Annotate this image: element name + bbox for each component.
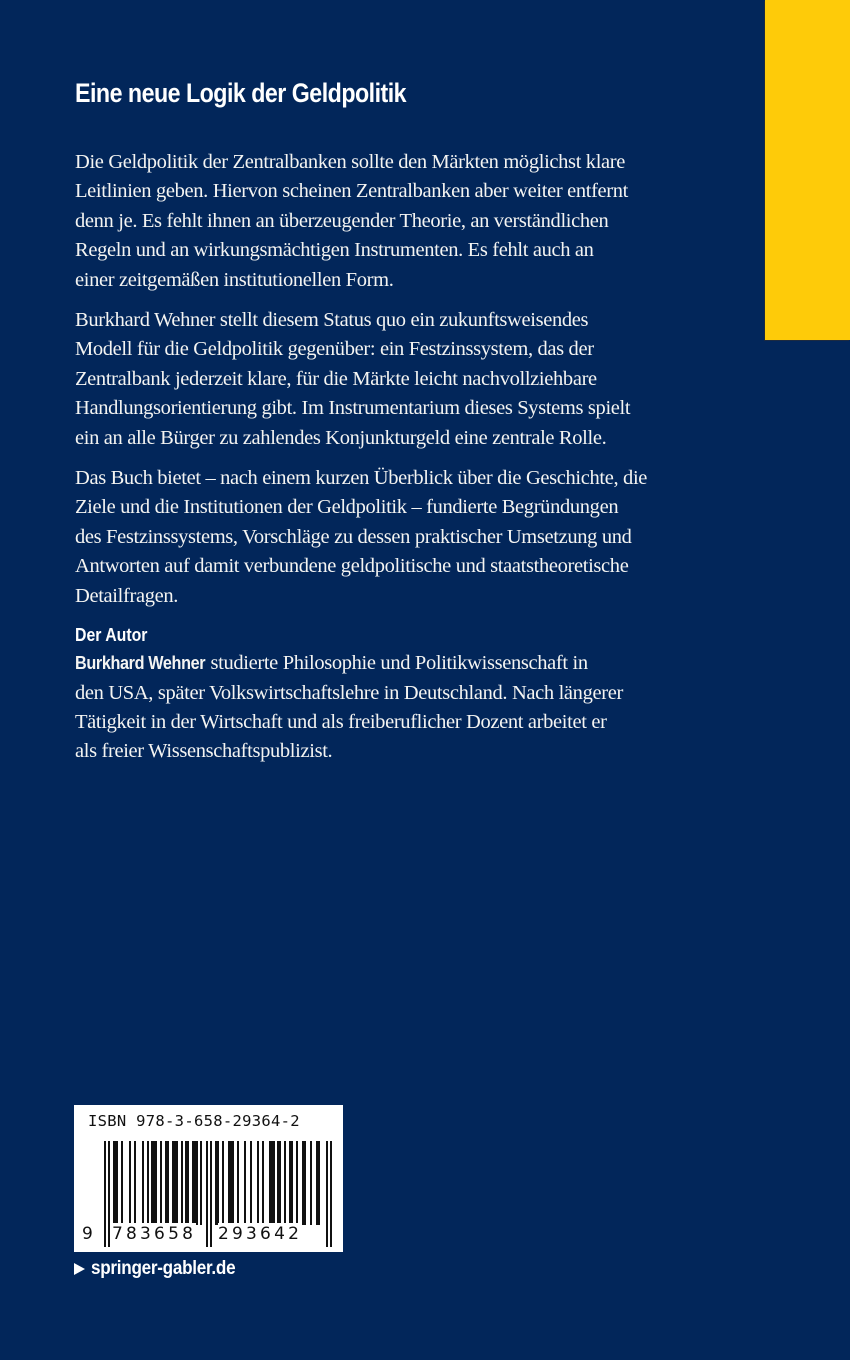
text-line: als freier Wissenschaftspublizist. — [75, 740, 333, 763]
text-line: Zentralbank jederzeit klare, für die Märkte leicht nachvollziehbare — [75, 367, 597, 390]
author-bio — [75, 649, 715, 767]
book-title: Eine neue Logik der Geldpolitik — [75, 78, 407, 108]
author-heading: Der Autor — [75, 625, 148, 646]
text-line: des Festzinssystems, Vorschläge zu dessen praktischer Umsetzung und — [75, 525, 632, 548]
text-line: Regeln und an wirkungsmächtigen Instrumenten. Es fehlt auch an — [75, 239, 594, 262]
text-line: Burkhard Wehner stellt diesem Status quo ein zukunftsweisendes — [75, 309, 589, 332]
isbn-barcode — [74, 1105, 343, 1252]
text-line: Antworten auf damit verbundene geldpolitische und staatstheoretische — [75, 555, 629, 578]
text-line: den USA, später Volkswirtschaftslehre in Deutschland. Nach längerer — [75, 681, 623, 704]
text-line: Ziele und die Institutionen der Geldpolitik – fundierte Begründungen — [75, 496, 619, 519]
website-url: springer-gabler.de — [91, 1258, 236, 1279]
yellow-accent-tab — [765, 0, 850, 340]
paragraph-model — [75, 306, 715, 453]
text-line: Leitlinien geben. Hiervon scheinen Zentralbanken aber weiter entfernt — [75, 180, 629, 203]
publisher-website-link[interactable] — [74, 1258, 251, 1280]
author-bio-text: studierte Philosophie und Politikwissenschaft in — [205, 652, 588, 675]
back-cover-text — [75, 76, 715, 778]
paragraph-book — [75, 464, 715, 611]
text-line: Handlungsorientierung gibt. Im Instrumentarium dieses Systems spielt — [75, 397, 631, 420]
text-line: Tätigkeit in der Wirtschaft und als freiberuflicher Dozent arbeitet er — [75, 710, 607, 733]
text-line: Die Geldpolitik der Zentralbanken sollte den Märkten möglichst klare — [75, 151, 626, 173]
text-line: Modell für die Geldpolitik gegenüber: ein Festzinssystem, das der — [75, 338, 594, 361]
paragraph-intro — [75, 148, 715, 295]
text-line — [75, 649, 715, 678]
barcode-digits-left: 783658 — [112, 1224, 197, 1244]
barcode-digit-first: 9 — [82, 1224, 97, 1244]
text-line: ein an alle Bürger zu zahlendes Konjunkturgeld eine zentrale Rolle. — [75, 426, 607, 449]
text-line: denn je. Es fehlt ihnen an überzeugender Theorie, an verständlichen — [75, 209, 609, 232]
barcode-digits-right: 293642 — [218, 1224, 303, 1244]
text-line: einer zeitgemäßen institutionellen Form. — [75, 268, 394, 291]
text-line: Detailfragen. — [75, 584, 179, 607]
author-name: Burkhard Wehner — [75, 653, 206, 674]
isbn-label: ISBN 978-3-658-29364-2 — [88, 1112, 300, 1130]
text-line: Das Buch bietet – nach einem kurzen Überblick über die Geschichte, die — [75, 467, 648, 490]
triangle-right-icon — [74, 1263, 85, 1275]
